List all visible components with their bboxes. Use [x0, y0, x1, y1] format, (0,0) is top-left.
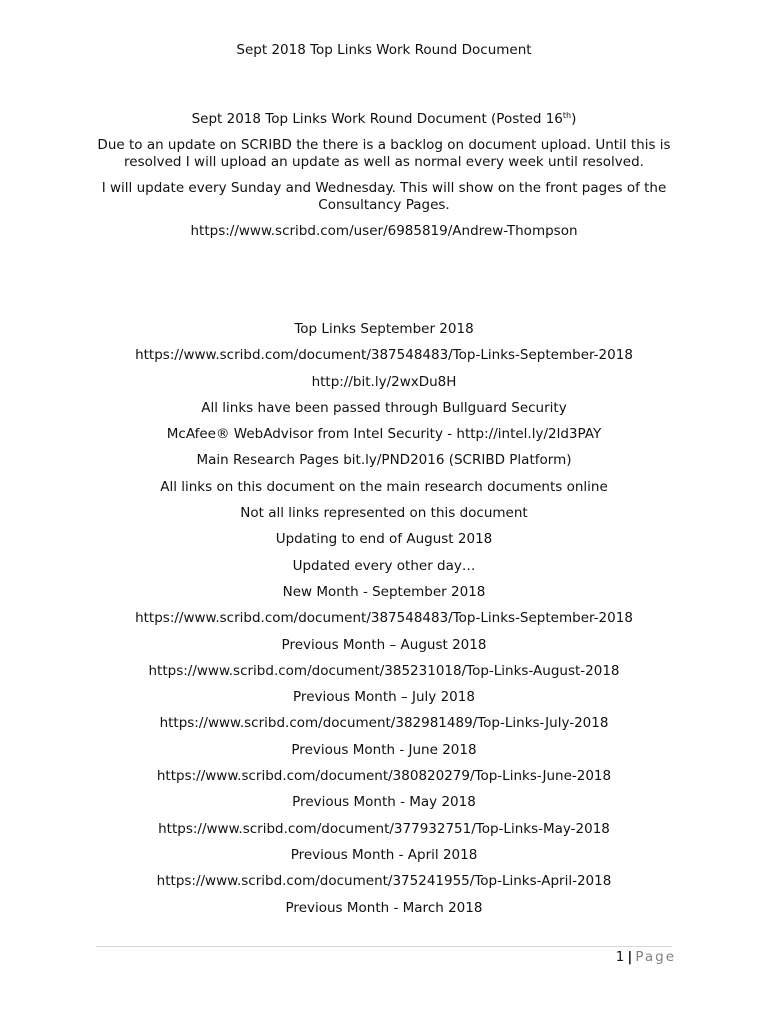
month-label: Previous Month – July 2018 [293, 689, 475, 706]
intro-heading-close: ) [571, 111, 577, 127]
link-url[interactable]: http://bit.ly/2wxDu8H [311, 373, 457, 390]
info-line: All links on this document on the main research documents online [160, 478, 608, 495]
page-number: 1 [615, 949, 625, 965]
link-url[interactable]: https://www.scribd.com/document/380820279/Top-Links-June-2018 [156, 768, 612, 785]
page-word: Page [635, 949, 676, 965]
link-url[interactable]: https://www.scribd.com/document/385231018/Top-Links-August-2018 [148, 662, 620, 679]
intro-paragraph-backlog: Due to an update on SCRIBD the there is a backlog on document upload. Until this is resolved I will upload an update as well as normal every week until resolved. [97, 137, 671, 170]
link-url[interactable]: https://www.scribd.com/document/387548483/Top-Links-September-2018 [135, 610, 633, 627]
intro-paragraph-schedule: I will update every Sunday and Wednesday. This will show on the front pages of the Consultancy Pages. [101, 180, 667, 213]
intro-heading [96, 111, 672, 128]
intro-heading-text: Sept 2018 Top Links Work Round Document (Posted 16 [191, 111, 563, 127]
info-line: Not all links represented on this document [240, 505, 528, 522]
footer-divider [96, 946, 672, 947]
links-section [96, 319, 672, 924]
month-label: New Month - September 2018 [282, 583, 486, 600]
month-label: Previous Month - April 2018 [290, 846, 478, 863]
page-separator: | [627, 949, 633, 965]
intro-heading-superscript: th [562, 111, 572, 120]
link-url[interactable]: https://www.scribd.com/document/377932751/Top-Links-May-2018 [158, 820, 610, 837]
link-url[interactable]: https://www.scribd.com/document/375241955/Top-Links-April-2018 [156, 873, 612, 890]
page-number-footer [616, 948, 676, 966]
link-url[interactable]: https://www.scribd.com/document/387548483/Top-Links-September-2018 [135, 347, 633, 364]
info-line: Updated every other day… [292, 557, 476, 574]
page-header-title: Sept 2018 Top Links Work Round Document [236, 42, 532, 58]
link-url[interactable]: https://www.scribd.com/document/382981489/Top-Links-July-2018 [159, 715, 609, 732]
month-label: Previous Month - May 2018 [292, 794, 476, 811]
info-line: McAfee® WebAdvisor from Intel Security - http://intel.ly/2ld3PAY [166, 426, 602, 443]
month-label: Previous Month – August 2018 [281, 636, 487, 653]
month-label: Previous Month - June 2018 [291, 741, 477, 758]
intro-profile-link[interactable]: https://www.scribd.com/user/6985819/Andrew-Thompson [190, 223, 578, 239]
month-label: Previous Month - March 2018 [285, 899, 483, 916]
links-heading: Top Links September 2018 [294, 321, 474, 337]
info-line: Updating to end of August 2018 [275, 531, 493, 548]
intro-section [96, 111, 672, 249]
info-line: All links have been passed through Bullguard Security [201, 399, 567, 416]
info-line: Main Research Pages bit.ly/PND2016 (SCRIBD Platform) [196, 452, 572, 469]
